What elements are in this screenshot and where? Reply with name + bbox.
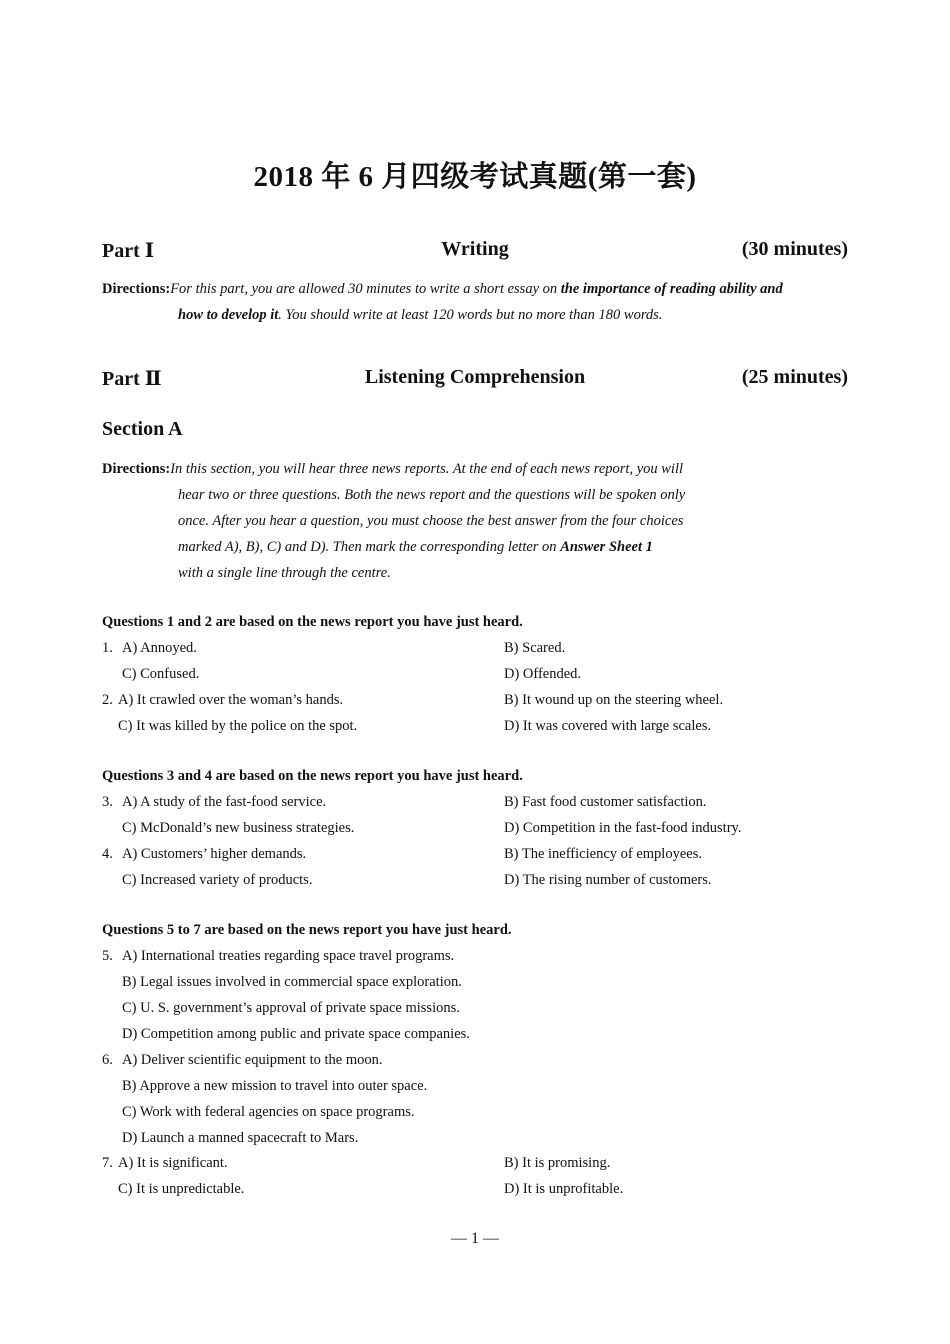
- part1-label: Part Ⅰ: [102, 240, 155, 262]
- question-5-option-a: 5. A) International treaties regarding space travel programs.: [102, 948, 455, 964]
- question-1-option-a: 1. A) Annoyed.: [102, 640, 197, 656]
- question-3-option-c: C) McDonald’s new business strategies.: [122, 820, 355, 836]
- question-5-option-d: D) Competition among public and private space companies.: [122, 1026, 470, 1042]
- directions-line: In this section, you will hear three news reports. At the end of each news report, you will: [170, 461, 684, 477]
- directions-text: For this part, you are allowed 30 minutes to write a short essay on: [170, 281, 561, 297]
- directions-line: hear two or three questions. Both the news report and the questions will be spoken only: [178, 487, 686, 503]
- question-4-option-d: D) The rising number of customers.: [504, 872, 712, 888]
- question-4-option-c: C) Increased variety of products.: [122, 872, 313, 888]
- directions-line: with a single line through the centre.: [178, 565, 391, 581]
- part1-name: Writing: [441, 238, 509, 260]
- question-6-option-c: C) Work with federal agencies on space programs.: [122, 1104, 415, 1120]
- question-group-heading: Questions 3 and 4 are based on the news report you have just heard.: [102, 768, 523, 784]
- part2-header: [102, 366, 848, 394]
- question-number: 2.: [102, 692, 113, 708]
- directions-line: marked A), B), C) and D). Then mark the corresponding letter on: [178, 539, 561, 555]
- question-number: 6.: [102, 1052, 113, 1068]
- directions-text-cont: . You should write at least 120 words but no more than 180 words.: [278, 307, 663, 323]
- page-title: 2018 年 6 月四级考试真题(第一套): [253, 161, 697, 193]
- question-number: 1.: [102, 640, 113, 656]
- question-number: 5.: [102, 948, 113, 964]
- question-5-option-c: C) U. S. government’s approval of private space missions.: [122, 1000, 460, 1016]
- question-group-heading: Questions 1 and 2 are based on the news report you have just heard.: [102, 614, 523, 630]
- question-2-option-d: D) It was covered with large scales.: [504, 718, 712, 734]
- question-1-option-c: C) Confused.: [122, 666, 200, 682]
- part2-label: Part Ⅱ: [102, 368, 162, 390]
- question-4-option-a: 4. A) Customers’ higher demands.: [102, 846, 307, 862]
- question-group-heading: Questions 5 to 7 are based on the news report you have just heard.: [102, 922, 512, 938]
- directions-label: Directions:: [102, 461, 171, 477]
- directions-label: Directions:: [102, 281, 171, 297]
- question-3-option-a: 3. A) A study of the fast-food service.: [102, 794, 327, 810]
- question-3-option-d: D) Competition in the fast-food industry.: [504, 820, 742, 836]
- part1-header: [102, 238, 848, 266]
- question-2-option-a: 2. A) It crawled over the woman’s hands.: [102, 692, 344, 708]
- section-a-heading: Section A: [102, 418, 183, 440]
- part1-time: (30 minutes): [741, 238, 848, 260]
- question-7-option-d: D) It is unprofitable.: [504, 1181, 624, 1197]
- question-3-option-b: B) Fast food customer satisfaction.: [504, 794, 707, 810]
- question-4-option-b: B) The inefficiency of employees.: [504, 846, 702, 862]
- question-number: 3.: [102, 794, 113, 810]
- question-7-option-a: 7. A) It is significant.: [102, 1155, 228, 1171]
- question-7-option-b: B) It is promising.: [504, 1155, 611, 1171]
- question-1-option-b: B) Scared.: [504, 640, 566, 656]
- part2-name: Listening Comprehension: [364, 366, 586, 388]
- question-1-option-d: D) Offended.: [504, 666, 582, 682]
- directions-topic: the importance of reading ability and: [560, 281, 783, 297]
- question-2-option-b: B) It wound up on the steering wheel.: [504, 692, 724, 708]
- question-6-option-a: 6. A) Deliver scientific equipment to the moon.: [102, 1052, 383, 1068]
- question-6-option-d: D) Launch a manned spacecraft to Mars.: [122, 1130, 359, 1146]
- question-7-option-c: C) It is unpredictable.: [118, 1181, 245, 1197]
- page-number: — 1 —: [451, 1230, 499, 1247]
- question-number: 4.: [102, 846, 113, 862]
- directions-topic-cont: how to develop it: [178, 307, 279, 323]
- part2-time: (25 minutes): [741, 366, 848, 388]
- question-6-option-b: B) Approve a new mission to travel into outer space.: [122, 1078, 428, 1094]
- question-5-option-b: B) Legal issues involved in commercial space exploration.: [122, 974, 462, 990]
- directions-line: once. After you hear a question, you must choose the best answer from the four choices: [178, 513, 684, 529]
- question-2-option-c: C) It was killed by the police on the spot.: [118, 718, 358, 734]
- answer-sheet-ref: Answer Sheet 1: [560, 539, 653, 555]
- question-number: 7.: [102, 1155, 113, 1171]
